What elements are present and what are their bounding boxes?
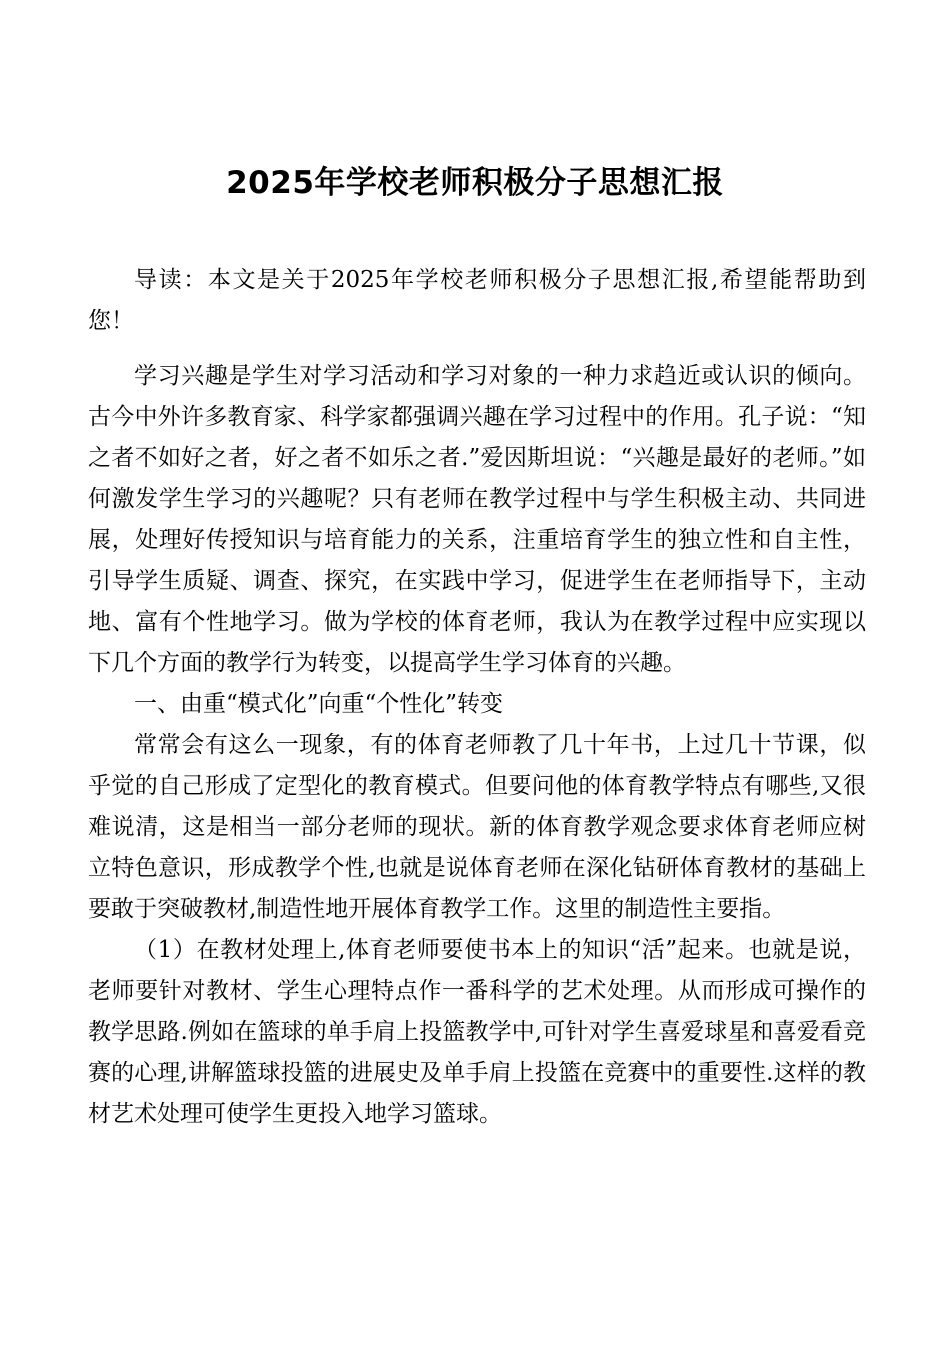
body-paragraph: 学习兴趣是学生对学习活动和学习对象的一种力求趋近或认识的倾向。古今中外许多教育家、科学家都强调兴趣在学习过程中的作用。孔子说：“知之者不如好之者，好之者不如乐之者.”爱因斯坦说：“兴趣是最好的老师。”如何激发学生学习的兴趣呢？只有老师在教学过程中与学生积极主动、共同进展，处理好传授知识与培育能力的关系，注重培育学生的独立性和自主性，引导学生质疑、调查、探究，在实践中学习，促进学生在老师指导下，主动地、富有个性地学习。做为学校的体育老师，我认为在教学过程中应实现以下几个方面的教学行为转变，以提高学生学习体育的兴趣。	[88, 363, 866, 676]
document-body	[88, 260, 866, 1135]
document-title: 2025年学校老师积极分子思想汇报	[226, 165, 724, 201]
section-heading: 一、由重“模式化”向重“个性化”转变	[134, 691, 504, 717]
intro-paragraph: 导读：本文是关于2025年学校老师积极分子思想汇报,希望能帮助到您！	[88, 267, 866, 334]
body-paragraph: 常常会有这么一现象，有的体育老师教了几十年书，上过几十节课，似乎觉的自己形成了定型化的教育模式。但要问他的体育教学特点有哪些,又很难说清，这是相当一部分老师的现状。新的体育教学观念要求体育老师应树立特色意识，形成教学个性,也就是说体育老师在深化钻研体育教材的基础上要敢于突破教材,制造性地开展体育教学工作。这里的制造性主要指。	[88, 732, 866, 922]
body-paragraph: （1）在教材处理上,体育老师要使书本上的知识“活”起来。也就是说，老师要针对教材、学生心理特点作一番科学的艺术处理。从而形成可操作的教学思路.例如在篮球的单手肩上投篮教学中,可针对学生喜爱球星和喜爱看竞赛的心理,讲解篮球投篮的进展史及单手肩上投篮在竞赛中的重要性.这样的教材艺术处理可使学生更投入地学习篮球。	[88, 937, 866, 1127]
